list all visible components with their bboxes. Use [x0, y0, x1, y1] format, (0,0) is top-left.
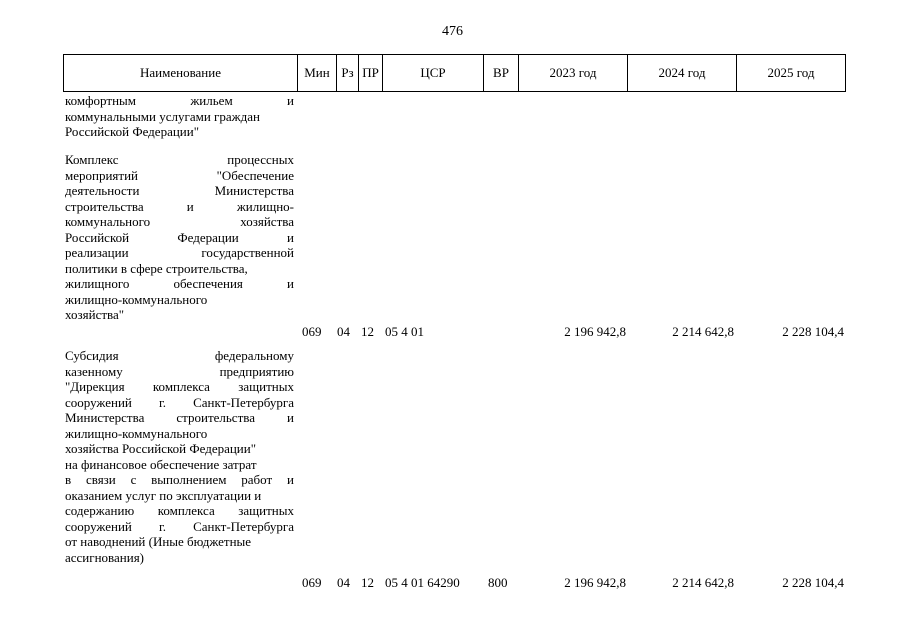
- name-word: от наводнений (Иные бюджетные: [65, 534, 252, 549]
- cell-2023: 2 196 942,8: [564, 324, 626, 339]
- cell-csr: 05 4 01 64290: [385, 575, 460, 590]
- name-line: [65, 93, 294, 109]
- name-word: Российской: [65, 229, 130, 245]
- name-line: [65, 488, 294, 504]
- name-line: [65, 457, 294, 473]
- header-rz: Рз: [337, 55, 359, 91]
- name-word: процессных: [227, 152, 294, 167]
- page-number: 476: [442, 24, 463, 39]
- name-line: [65, 261, 294, 277]
- name-word: хозяйства Российской Федерации": [65, 441, 257, 456]
- name-line: [65, 410, 294, 426]
- name-word: Субсидия: [65, 348, 119, 363]
- name-word: защитных: [238, 503, 294, 518]
- name-word: оказанием услуг по эксплуатации и: [65, 487, 262, 503]
- name-line: [65, 395, 294, 411]
- name-line: [65, 152, 294, 168]
- name-line: [65, 348, 294, 364]
- row-name-subsidy: [65, 348, 294, 565]
- cell-rz: 04: [337, 324, 350, 339]
- name-word: Российской Федерации": [65, 124, 200, 139]
- name-word: и: [287, 276, 294, 291]
- name-line: [65, 519, 294, 535]
- name-word: на финансовое обеспечение затрат: [65, 456, 257, 472]
- name-word: коммунальными услугами граждан: [65, 108, 260, 124]
- row-name-complex: [65, 152, 294, 323]
- name-word: комплекса: [152, 379, 210, 394]
- name-word: казенному: [65, 363, 123, 379]
- name-word: мероприятий: [65, 167, 138, 183]
- name-word: Комплекс: [65, 152, 119, 167]
- name-line: [65, 534, 294, 550]
- name-word: защитных: [238, 379, 294, 394]
- name-word: работ: [241, 472, 273, 487]
- name-line: [65, 109, 294, 125]
- name-word: и: [287, 410, 294, 425]
- table-header: [63, 54, 846, 92]
- name-word: хозяйства: [240, 214, 294, 229]
- name-word: хозяйства": [65, 307, 125, 322]
- name-word: коммунального: [65, 214, 151, 229]
- cell-min: 069: [302, 575, 322, 590]
- name-word: обеспечения: [173, 276, 243, 291]
- name-line: [65, 472, 294, 488]
- name-word: и: [287, 93, 294, 108]
- name-word: г.: [158, 518, 167, 534]
- name-word: сооружений: [65, 394, 132, 410]
- cell-min: 069: [302, 324, 322, 339]
- name-word: комфортным: [65, 93, 136, 108]
- table-row: [63, 575, 846, 591]
- name-word: комплекса: [157, 503, 215, 518]
- name-word: и: [287, 472, 294, 487]
- name-line: [65, 307, 294, 323]
- name-word: сооружений: [65, 518, 132, 534]
- cell-2024: 2 214 642,8: [672, 324, 734, 339]
- header-min: Мин: [298, 55, 337, 91]
- header-name: Наименование: [64, 55, 298, 91]
- cell-2025: 2 228 104,4: [782, 324, 844, 339]
- name-word: строительства: [176, 410, 255, 425]
- name-word: предприятию: [219, 363, 294, 379]
- name-line: [65, 168, 294, 184]
- cell-pr: 12: [361, 324, 374, 339]
- name-word: Министерства: [65, 410, 145, 425]
- name-word: и: [287, 229, 294, 245]
- header-csr: ЦСР: [383, 55, 484, 91]
- name-line: [65, 276, 294, 292]
- row-name-cont: [65, 93, 294, 140]
- header-2024: 2024 год: [628, 55, 737, 91]
- header-2025: 2025 год: [767, 65, 815, 80]
- cell-2023: 2 196 942,8: [564, 575, 626, 590]
- name-word: жилищного: [65, 276, 130, 291]
- name-line: [65, 550, 294, 566]
- name-word: политики в сфере строительства,: [65, 260, 248, 276]
- header-pr: ПР: [359, 55, 383, 91]
- cell-2024: 2 214 642,8: [672, 575, 734, 590]
- header-2023: 2023 год: [519, 55, 628, 91]
- name-word: Санкт-Петербурга: [193, 518, 294, 534]
- name-line: [65, 183, 294, 199]
- name-word: г.: [158, 394, 167, 410]
- name-word: содержанию: [65, 503, 135, 518]
- name-line: [65, 379, 294, 395]
- name-word: жилищно-коммунального: [65, 425, 208, 441]
- name-word: выполнением: [151, 472, 227, 487]
- name-word: жильем: [190, 93, 233, 108]
- name-word: Министерства: [214, 183, 294, 198]
- name-line: [65, 124, 294, 140]
- name-word: "Обеспечение: [216, 167, 294, 183]
- name-word: Санкт-Петербурга: [193, 394, 294, 410]
- cell-rz: 04: [337, 575, 350, 590]
- name-line: [65, 199, 294, 215]
- name-word: ассигнования): [65, 549, 145, 565]
- name-word: строительства: [65, 198, 144, 214]
- header-vr: ВР: [484, 55, 519, 91]
- name-word: жилищно-коммунального: [65, 291, 208, 307]
- name-line: [65, 214, 294, 230]
- name-word: с: [130, 472, 137, 487]
- cell-csr: 05 4 01: [385, 324, 424, 339]
- name-word: Федерации: [177, 229, 239, 245]
- name-word: жилищно-: [236, 198, 294, 214]
- cell-pr: 12: [361, 575, 374, 590]
- name-line: [65, 441, 294, 457]
- name-line: [65, 364, 294, 380]
- name-word: и: [186, 198, 194, 214]
- name-line: [65, 230, 294, 246]
- name-line: [65, 426, 294, 442]
- name-word: федеральному: [214, 348, 294, 363]
- name-word: связи: [85, 472, 116, 487]
- name-word: деятельности: [65, 183, 140, 198]
- cell-vr: 800: [488, 575, 508, 590]
- table-row: [63, 324, 846, 340]
- name-line: [65, 503, 294, 519]
- name-word: "Дирекция: [65, 379, 125, 394]
- name-line: [65, 292, 294, 308]
- name-word: государственной: [201, 245, 294, 260]
- name-line: [65, 245, 294, 261]
- name-word: реализации: [65, 245, 129, 260]
- cell-2025: 2 228 104,4: [782, 575, 844, 590]
- name-word: в: [65, 472, 72, 487]
